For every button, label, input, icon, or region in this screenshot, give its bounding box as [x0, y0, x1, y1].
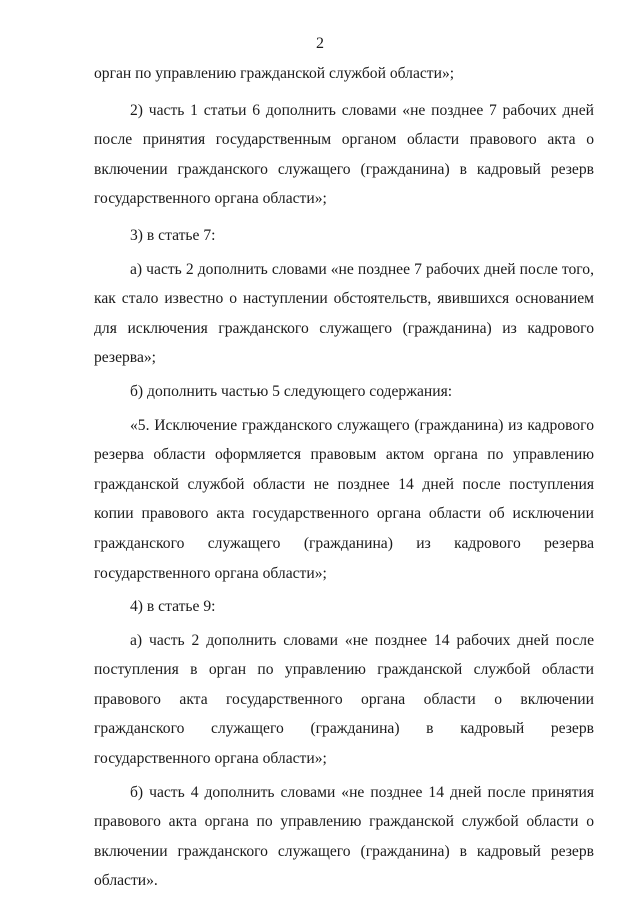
document-body: [94, 59, 594, 896]
paragraph-item-3b: б) дополнить частью 5 следующего содержания:: [130, 382, 453, 400]
paragraph-item-3a: а) часть 2 дополнить словами «не позднее 7 рабочих дней после того, как стало известно о наступлении обстоятельств, явившихся основанием для исключения гражданского служащего (гражданина) из кадрового резерва»;: [94, 260, 594, 367]
paragraph-item-3: 3) в статье 7:: [130, 226, 216, 244]
paragraph-quote-part-5: «5. Исключение гражданского служащего (гражданина) из кадрового резерва области оформляется правовым актом органа по управлению гражданской службой области не позднее 14 дней после поступления копии правового акта государственного органа области об исключении гражданского служащего (гражданина) из кадрового резерва государственного органа области»;: [94, 416, 594, 582]
paragraph-item-4b: б) часть 4 дополнить словами «не позднее 14 дней после принятия правового акта органа по управлению гражданской службой области о включении гражданского служащего (гражданина) в кадровый резерв области».: [94, 783, 594, 890]
paragraph-item-4a: а) часть 2 дополнить словами «не позднее 14 рабочих дней после поступления в орган по управлению гражданской службой области правового акта государственного органа области о включении гражданского служащего (гражданина) в кадровый резерв государственного органа области»;: [94, 631, 594, 768]
paragraph-item-4: 4) в статье 9:: [130, 598, 216, 616]
page-number: 2: [316, 35, 324, 52]
paragraph-continuation: орган по управлению гражданской службой области»;: [94, 65, 455, 82]
paragraph-item-2: 2) часть 1 статьи 6 дополнить словами «не позднее 7 рабочих дней после принятия государственным органом области правового акта о включении гражданского служащего (гражданина) в кадровый резерв государственного органа области»;: [94, 101, 594, 208]
